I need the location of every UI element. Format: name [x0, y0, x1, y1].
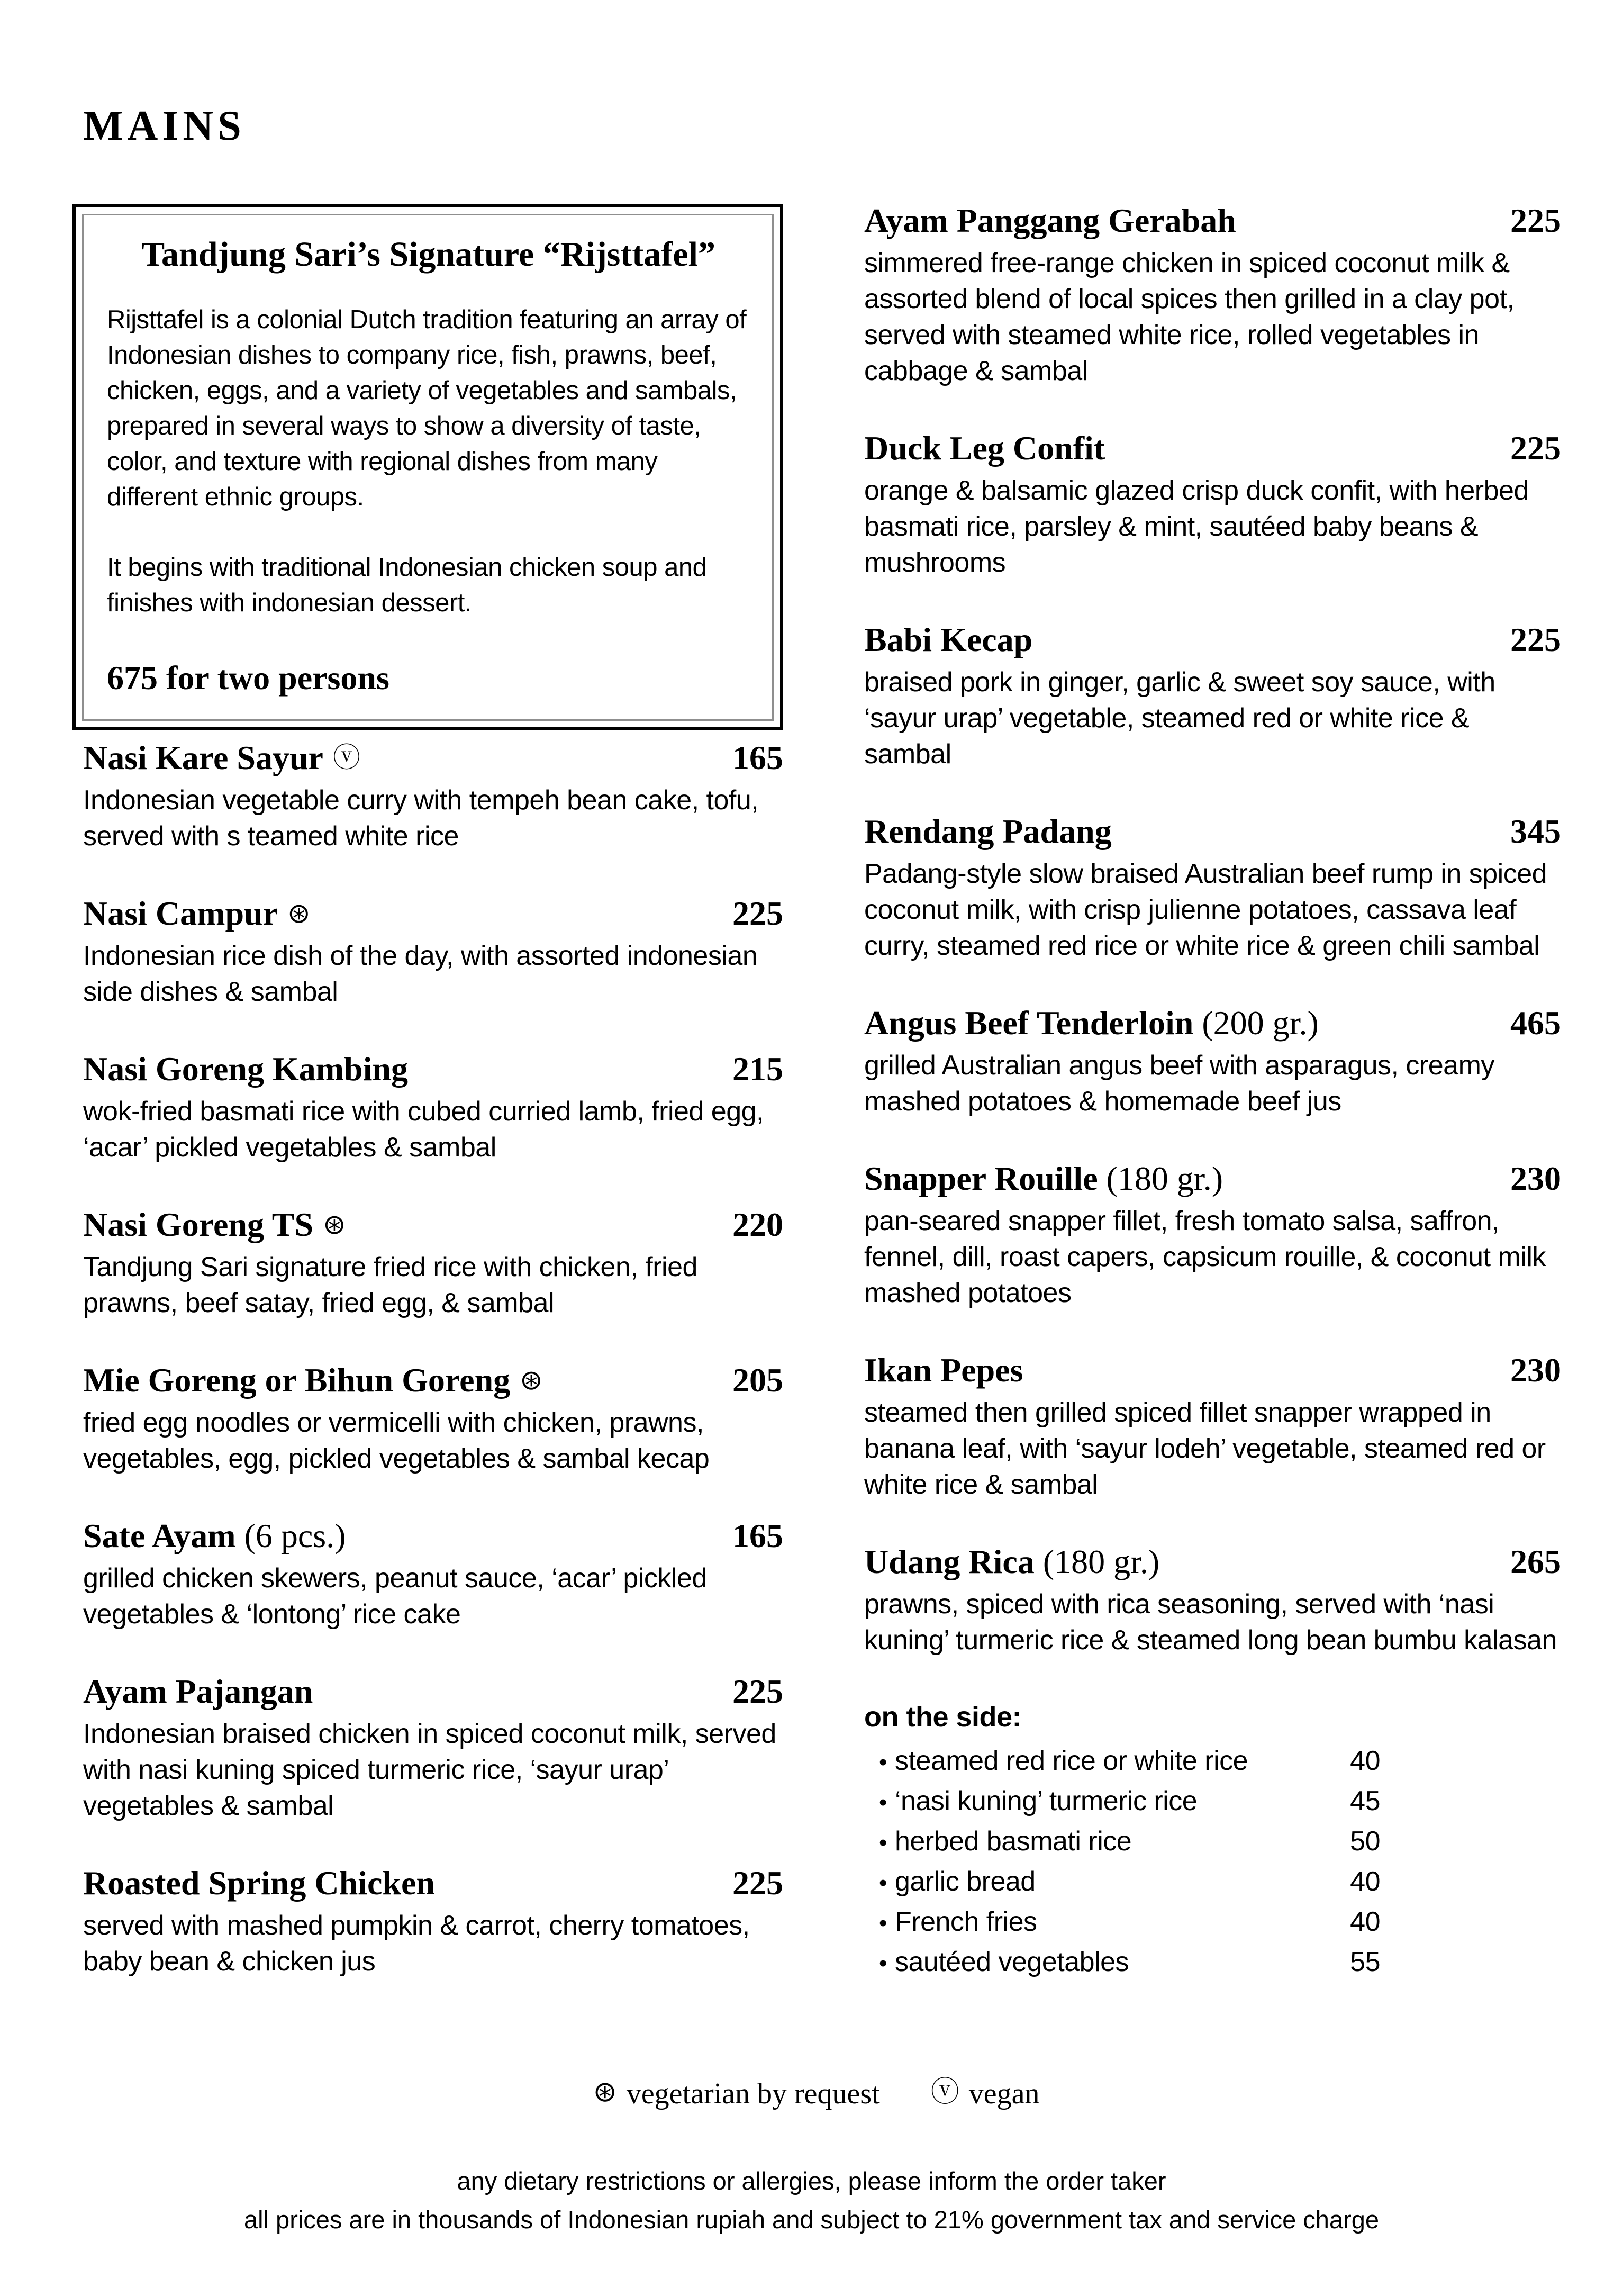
vegan-icon: ⓥ [332, 742, 360, 774]
dish-price: 215 [732, 1050, 783, 1088]
dish-name-text: Ikan Pepes [864, 1351, 1023, 1389]
side-item [864, 1868, 1380, 1897]
menu-item-header [83, 1516, 783, 1554]
dish-name [83, 1866, 435, 1900]
menu-item [83, 738, 783, 854]
left-items-list [83, 738, 783, 1979]
dish-name-text: Nasi Kare Sayur [83, 738, 323, 776]
signature-box-price: 675 for two persons [107, 658, 389, 697]
dish-suffix: (6 pcs.) [244, 1516, 346, 1554]
dish-price: 265 [1510, 1543, 1561, 1580]
dish-price: 345 [1510, 812, 1561, 850]
menu-item-header [864, 1162, 1561, 1196]
side-item-label: French fries [895, 1906, 1037, 1937]
vegetarian-icon: ⊛ [593, 2075, 617, 2108]
menu-item-header [83, 1363, 783, 1397]
dish-price: 220 [732, 1205, 783, 1243]
allergy-note: any dietary restrictions or allergies, please inform the order taker [457, 2167, 1166, 2195]
dish-description: simmered free-range chicken in spiced coconut milk & assorted blend of local spices then grilled in a clay pot, served with steamed white rice, rolled vegetables in cabbage & sambal [864, 248, 1515, 386]
vegetarian-icon: ⊛ [520, 1364, 543, 1396]
side-item-label: steamed red rice or white rice [895, 1746, 1248, 1776]
menu-item [83, 894, 783, 1010]
menu-item-header [864, 1545, 1561, 1579]
side-item-price: 55 [1350, 1947, 1380, 1977]
menu-item-header [864, 623, 1561, 657]
signature-box-inner [82, 214, 774, 721]
bullet-icon: • [879, 1910, 887, 1936]
side-items-list [864, 1747, 1380, 1977]
menu-item [864, 1162, 1561, 1311]
side-item [864, 1908, 1380, 1937]
dish-name-text: Rendang Padang [864, 812, 1112, 850]
menu-item-header [83, 1052, 783, 1086]
dish-description: orange & balsamic glazed crisp duck confit, with herbed basmati rice, parsley & mint, sautéed baby beans & mushrooms [864, 475, 1529, 578]
dish-name [83, 1052, 408, 1086]
dish-price: 225 [1510, 202, 1561, 239]
dietary-legend [0, 2075, 1623, 2110]
side-item-label: ‘nasi kuning’ turmeric rice [895, 1786, 1198, 1816]
menu-item-header [83, 1866, 783, 1900]
dish-name-text: Angus Beef Tenderloin [864, 1004, 1194, 1042]
dish-name-text: Duck Leg Confit [864, 429, 1105, 467]
on-the-side-section [864, 1701, 1561, 1977]
on-the-side-heading: on the side: [864, 1701, 1022, 1733]
dish-name [864, 1545, 1159, 1579]
dish-name-text: Roasted Spring Chicken [83, 1864, 435, 1902]
side-item-label: herbed basmati rice [895, 1826, 1132, 1857]
signature-rijsttafel-box [72, 204, 783, 730]
dish-name [864, 1006, 1319, 1040]
menu-item [83, 1363, 783, 1477]
menu-item [864, 431, 1561, 581]
dish-description: Indonesian braised chicken in spiced coconut milk, served with nasi kuning spiced turmeric rice, ‘sayur urap’ vegetables & sambal [83, 1718, 776, 1821]
signature-box-title: Tandjung Sari’s Signature “Rijsttafel” [141, 235, 715, 274]
bullet-icon: • [879, 1830, 887, 1856]
side-item-price: 40 [1350, 1746, 1380, 1776]
dish-name [864, 1162, 1223, 1196]
dish-description: pan-seared snapper fillet, fresh tomato salsa, saffron, fennel, dill, roast capers, capsicum rouille, & coconut milk mashed potatoes [864, 1206, 1546, 1308]
right-column [864, 204, 1561, 1977]
right-items-list [864, 204, 1561, 1658]
dish-price: 225 [732, 894, 783, 932]
menu-item-header [864, 812, 1561, 850]
dish-price: 165 [732, 1516, 783, 1554]
dish-description: prawns, spiced with rica seasoning, served with ‘nasi kuning’ turmeric rice & steamed long bean bumbu kalasan [864, 1589, 1557, 1656]
dish-description: served with mashed pumpkin & carrot, cherry tomatoes, baby bean & chicken jus [83, 1910, 750, 1977]
dish-description: wok-fried basmati rice with cubed curried lamb, fried egg, ‘acar’ pickled vegetables & sambal [83, 1096, 764, 1163]
dish-name-text: Ayam Pajangan [83, 1672, 313, 1710]
page-footer [0, 2075, 1623, 2239]
menu-item [83, 1205, 783, 1321]
dish-name [83, 738, 360, 776]
bullet-icon: • [879, 1950, 887, 1976]
side-item [864, 1948, 1380, 1977]
dish-name [864, 1353, 1023, 1387]
menu-item-header [83, 738, 783, 776]
dish-price: 225 [1510, 621, 1561, 658]
menu-item [864, 1545, 1561, 1658]
vegan-legend-label: vegan [968, 2077, 1040, 2110]
side-item-price: 40 [1350, 1906, 1380, 1937]
vegan-legend [921, 2077, 1040, 2110]
dish-description: Tandjung Sari signature fried rice with chicken, fried prawns, beef satay, fried egg, & sambal [83, 1251, 697, 1318]
dish-name-text: Nasi Goreng Kambing [83, 1050, 408, 1088]
dish-description: grilled chicken skewers, peanut sauce, ‘acar’ pickled vegetables & ‘lontong’ rice cake [83, 1562, 707, 1630]
dish-description: grilled Australian angus beef with asparagus, creamy mashed potatoes & homemade beef jus [864, 1050, 1494, 1117]
menu-item [83, 1052, 783, 1165]
side-item [864, 1787, 1380, 1816]
dish-name-text: Mie Goreng or Bihun Goreng [83, 1361, 511, 1399]
menu-item-header [83, 1672, 783, 1710]
signature-box-paragraph-2: It begins with traditional Indonesian chicken soup and finishes with indonesian dessert. [107, 553, 707, 617]
dish-name [83, 1205, 346, 1243]
dish-name-text: Sate Ayam [83, 1516, 236, 1554]
dish-suffix: (180 gr.) [1106, 1160, 1223, 1197]
dish-description: steamed then grilled spiced fillet snapper wrapped in banana leaf, with ‘sayur lodeh’ vegetable, steamed red or white rice & sambal [864, 1397, 1546, 1500]
dish-description: Indonesian rice dish of the day, with assorted indonesian side dishes & sambal [83, 940, 758, 1007]
menu-item-header [864, 1353, 1561, 1387]
vegetarian-legend-label: vegetarian by request [626, 2077, 880, 2110]
footer-notes [0, 2162, 1623, 2239]
dish-name [864, 204, 1236, 238]
vegetarian-legend [584, 2077, 880, 2110]
bullet-icon: • [879, 1789, 887, 1815]
side-item-price: 45 [1350, 1786, 1380, 1816]
page-title: MAINS [83, 103, 246, 149]
menu-item [864, 1006, 1561, 1119]
dish-name-text: Nasi Campur [83, 894, 278, 932]
dish-name [864, 623, 1032, 657]
dish-name-text: Babi Kecap [864, 621, 1033, 658]
dish-price: 230 [1510, 1351, 1561, 1389]
dish-description: Padang-style slow braised Australian beef rump in spiced coconut milk, with crisp julienne potatoes, cassava leaf curry, steamed red rice or white rice & green chili sambal [864, 858, 1547, 961]
dish-description: Indonesian vegetable curry with tempeh bean cake, tofu, served with s teamed white rice [83, 784, 759, 852]
dish-name-text: Nasi Goreng TS [83, 1205, 314, 1243]
dish-name-text: Ayam Panggang Gerabah [864, 202, 1236, 239]
side-item [864, 1828, 1380, 1857]
pricing-note: all prices are in thousands of Indonesian rupiah and subject to 21% government tax and service charge [243, 2205, 1380, 2234]
dish-description: braised pork in ginger, garlic & sweet soy sauce, with ‘sayur urap’ vegetable, steamed red or white rice & sambal [864, 667, 1495, 770]
bullet-icon: • [879, 1870, 887, 1896]
side-item-price: 50 [1350, 1826, 1380, 1857]
side-item-label: garlic bread [895, 1866, 1036, 1897]
menu-item-header [864, 431, 1561, 465]
menu-item-header [83, 1205, 783, 1243]
menu-item [83, 1866, 783, 1979]
vegetarian-icon: ⊛ [287, 897, 311, 929]
left-column [83, 105, 783, 2022]
menu-item [864, 1353, 1561, 1503]
dish-name [83, 1363, 543, 1397]
dish-name [83, 894, 311, 932]
menu-item [864, 204, 1561, 389]
menu-item-header [864, 204, 1561, 238]
dish-name-text: Snapper Rouille [864, 1160, 1098, 1197]
dish-description: fried egg noodles or vermicelli with chicken, prawns, vegetables, egg, pickled vegetables & sambal kecap [83, 1407, 710, 1474]
menu-item-header [864, 1006, 1561, 1040]
bullet-icon: • [879, 1749, 887, 1775]
dish-name [864, 812, 1112, 850]
menu-item-header [83, 894, 783, 932]
dish-suffix: (180 gr.) [1042, 1543, 1160, 1580]
vegetarian-icon: ⊛ [323, 1208, 346, 1241]
menu-item [864, 812, 1561, 964]
dish-price: 205 [732, 1361, 783, 1399]
signature-box-paragraph-1: Rijsttafel is a colonial Dutch tradition featuring an array of Indonesian dishes to company rice, fish, prawns, beef, chicken, eggs, and a variety of vegetables and sambals, prepared in several ways to show a diversity of taste, color, and texture with regional dishes from many different ethnic groups. [107, 305, 747, 511]
dish-name [83, 1516, 346, 1554]
dish-price: 225 [732, 1672, 783, 1710]
side-item-label: sautéed vegetables [895, 1947, 1129, 1977]
dish-price: 225 [732, 1864, 783, 1902]
dish-price: 165 [732, 738, 783, 776]
dish-suffix: (200 gr.) [1202, 1004, 1319, 1042]
menu-item [864, 623, 1561, 772]
menu-item [83, 1672, 783, 1824]
menu-item [83, 1516, 783, 1632]
dish-price: 465 [1510, 1004, 1561, 1042]
dish-name [864, 431, 1105, 465]
side-item [864, 1747, 1380, 1776]
vegan-icon: ⓥ [930, 2075, 959, 2108]
side-item-price: 40 [1350, 1866, 1380, 1897]
dish-name-text: Udang Rica [864, 1543, 1035, 1580]
dish-price: 225 [1510, 429, 1561, 467]
dish-price: 230 [1510, 1160, 1561, 1197]
dish-name [83, 1672, 313, 1710]
